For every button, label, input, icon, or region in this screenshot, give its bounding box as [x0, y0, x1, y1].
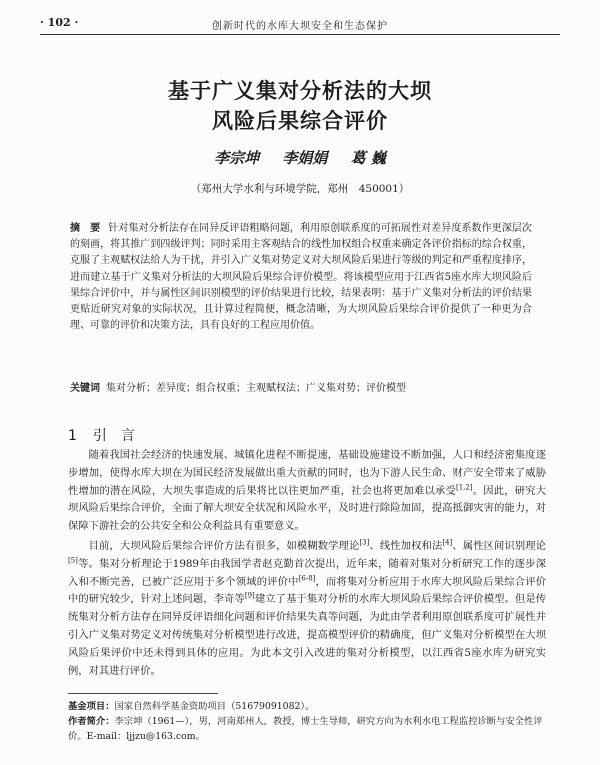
paragraph: 随着我国社会经济的快速发展、城镇化进程不断提速，基础设施建设不断加强，人口和经济密集度逐步增加，使得水库大坝在为国民经济发展做出重大贡献的同时，也为下游人民生命、财产安全带来了威胁性增加的潜在风险，大坝失事造成的后果将比以往更加严重，社会也将更加难以承受[1,2]。因此，研究大坝风险后果综合评价，全面了解大坝安全状况和风险水平，及时进行除险加固，提高抵御灾害的能力，对保障下游社会的公共安全和公众利益具有重要意义。 [68, 449, 547, 533]
page-number: · 102 · [40, 16, 79, 29]
author-name: 葛 巍 [350, 149, 386, 167]
footnote [68, 699, 546, 744]
section-heading [68, 425, 135, 445]
title-line-2: 风险后果综合评价 [212, 109, 388, 133]
title-line-1: 基于广义集对分析法的大坝 [168, 79, 432, 103]
keywords-label: 关键词 [70, 383, 100, 394]
citation: [1,2] [456, 483, 473, 492]
keywords-text: 集对分析；差异度；组合权重；主观赋权法；广义集对势；评价模型 [106, 383, 406, 394]
paper-title [0, 76, 600, 136]
paragraph: 目前，大坝风险后果综合评价方法有很多，如模糊数学理论[3]、线性加权和法[4]、属性区间识别理论[5]等。集对分析理论于1989年由我国学者赵克勤首次提出，近年来，随着对集对分析研究工作的逐步深入和不断完善，已被广泛应用于多个领域的评价中[6-8]，而将集对分析应用于水库大坝风险后果综合评价中的研究较少，针对上述问题，李奇等[9]建立了基于集对分析的水库大坝风险后果综合评价模型。但是传统集对分析方法存在同异反评语细化问题和评价结果失真等问题，为此由学者利用原创联系度可扩展性并引入广义集对势定义对传统集对分析模型进行改进，提高模型评价的精确度，但广义集对分析模型在大坝风险后果评价中还未得到具体的应用。为此本文引入改进的集对分析模型，以江西省5座水库为研究实例，对其进行评价。 [68, 538, 547, 677]
citation: [3] [359, 538, 370, 547]
abstract [70, 221, 532, 334]
keywords [70, 381, 532, 397]
author-name: 李娟娟 [282, 149, 328, 167]
funding-note: 基金项目：国家自然科学基金资助项目（51679091082）。 [68, 701, 315, 712]
author-name: 李宗坤 [214, 149, 260, 167]
affiliation: （郑州大学水利与环境学院，郑州 450001） [190, 183, 410, 195]
citation: [4] [442, 538, 453, 547]
footnote-divider [68, 693, 218, 694]
abstract-text: 针对集对分析法存在同异反评语粗略问题，利用原创联系度的可拓展性对差异度系数作更深层次的刻画，将其推广到四级评判；同时采用主客观结合的线性加权组合权重来确定各评价指标的综合权重，克服了主观赋权法给人为干扰，并引入广义集对势定义对大坝风险后果进行等级的判定和严重程度排序，进而建立基于广义集对分析法的大坝风险后果综合评价模型。将该模型应用于江西省5座水库大坝风险后果综合评价中，并与属性区间识别模型的评价结果进行比较，结果表明：基于广义集对分析法的评价结果更贴近研究对象的实际状况，且计算过程简便，概念清晰，为大坝风险后果综合评价提供了一种更为合理、可靠的评价和决策方法，具有良好的工程应用价值。 [70, 223, 533, 332]
abstract-label: 摘 要 [70, 223, 101, 234]
body-text [68, 447, 546, 682]
section-title: 引 言 [92, 428, 135, 444]
author-bio: 作者简介：李宗坤（1961—），男，河南郑州人，教授，博士生导师，研究方向为水利水电工程监控诊断与安全性评价。E-mail：ljjzu@163.com。 [68, 716, 543, 742]
citation: [6-8] [298, 574, 316, 583]
running-title: 创新时代的水库大坝安全和生态保护 [212, 21, 388, 32]
citation: [9] [244, 591, 255, 600]
author-list [0, 147, 600, 168]
citation: [5] [68, 556, 78, 565]
running-header [40, 14, 560, 35]
section-number: 1 [68, 428, 77, 444]
